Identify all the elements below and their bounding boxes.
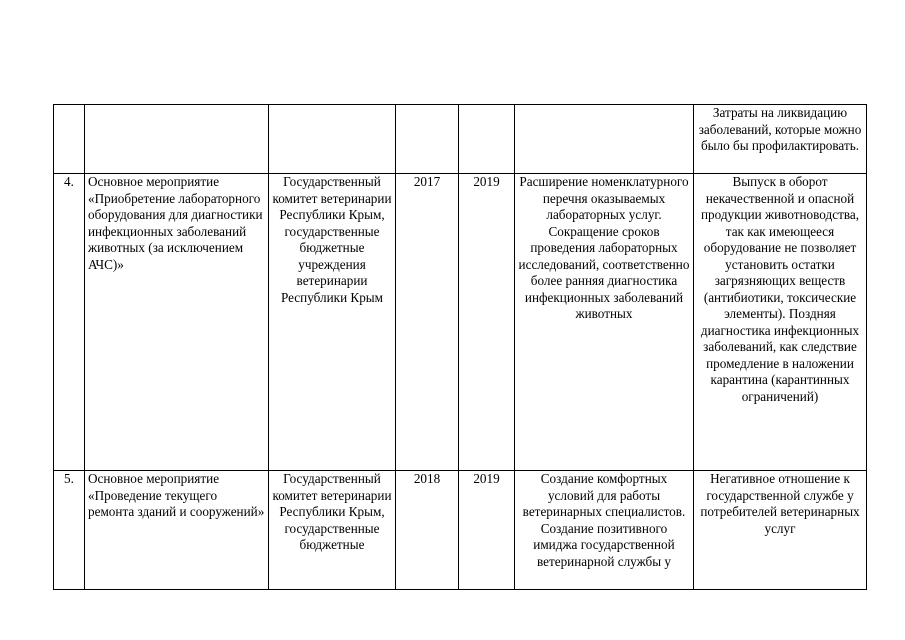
cell-year-end: 2019 <box>459 471 515 590</box>
cell-executor: Государственный комитет ветеринарии Республики Крым, государственные бюджетные <box>269 471 396 590</box>
cell-consequences: Негативное отношение к государственной службе у потребителей ветеринарных услуг <box>694 471 867 590</box>
cell-year-start: 2017 <box>396 174 459 471</box>
cell-result: Создание комфортных условий для работы ветеринарных специалистов. Создание позитивного имиджа государственной ветеринарной службы у <box>515 471 694 590</box>
cell-consequences: Выпуск в оборот некачественной и опасной продукции животноводства, так как имеющееся оборудование не позволяет установить остатки загрязняющих веществ (антибиотики, токсические элементы). Поздняя диагностика инфекционных заболеваний, как следствие промедление в наложении карантина (карантинных ограничений) <box>694 174 867 471</box>
table-row <box>54 471 867 590</box>
measures-table <box>53 104 867 590</box>
cell-year-end <box>459 105 515 174</box>
cell-number: 4. <box>54 174 85 471</box>
cell-executor: Государственный комитет ветеринарии Республики Крым, государственные бюджетные учреждения ветеринарии Республики Крым <box>269 174 396 471</box>
cell-consequences: Затраты на ликвидацию заболеваний, которые можно было бы профилактировать. <box>694 105 867 174</box>
cell-name: Основное мероприятие «Приобретение лабораторного оборудования для диагностики инфекционных заболеваний животных (за исключением АЧС)» <box>85 174 269 471</box>
cell-year-end: 2019 <box>459 174 515 471</box>
cell-year-start <box>396 105 459 174</box>
cell-number: 5. <box>54 471 85 590</box>
cell-name <box>85 105 269 174</box>
cell-result: Расширение номенклатурного перечня оказываемых лабораторных услуг. Сокращение сроков проведения лабораторных исследований, соответственно более ранняя диагностика инфекционных заболеваний животных <box>515 174 694 471</box>
cell-year-start: 2018 <box>396 471 459 590</box>
table-row <box>54 174 867 471</box>
cell-name: Основное мероприятие «Проведение текущего ремонта зданий и сооружений» <box>85 471 269 590</box>
cell-number <box>54 105 85 174</box>
cell-executor <box>269 105 396 174</box>
table-row <box>54 105 867 174</box>
cell-result <box>515 105 694 174</box>
